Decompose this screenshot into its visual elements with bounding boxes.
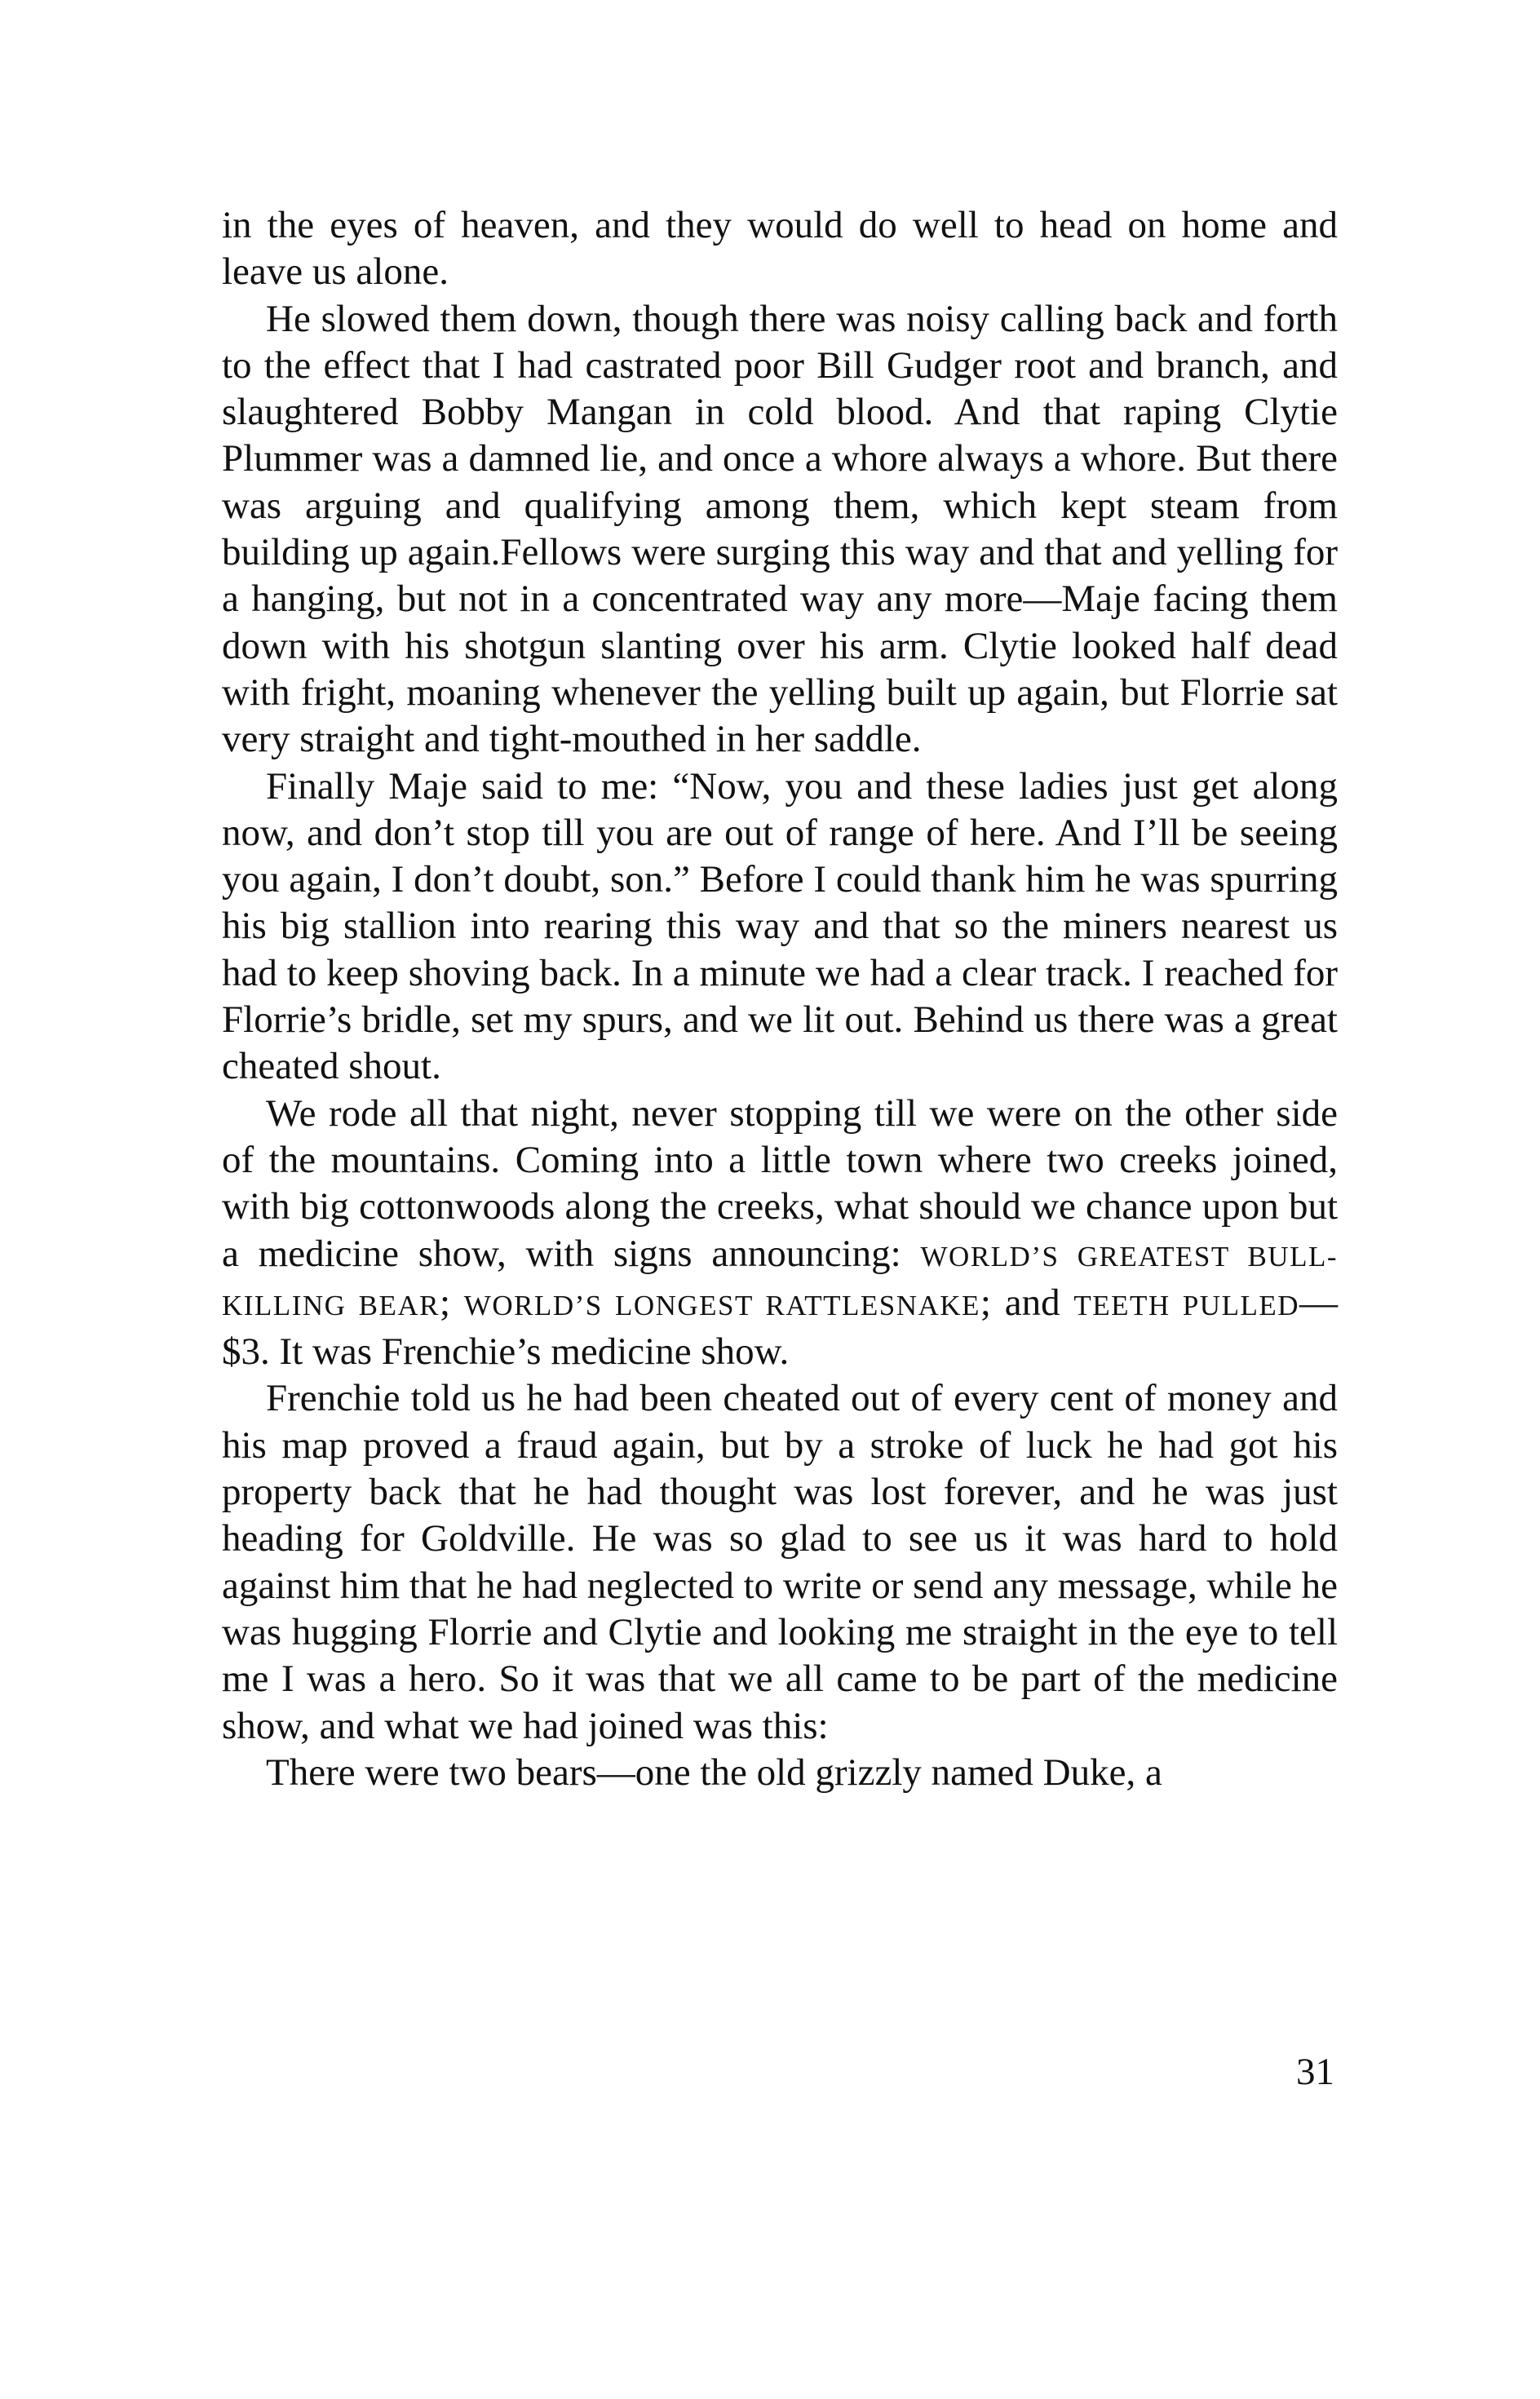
separator: ; and	[980, 1281, 1074, 1324]
sign-longest-rattlesnake: WORLD’S LONGEST RATTLESNAKE	[463, 1289, 980, 1321]
paragraph-lead: We rode all that night, never stopping till we were on the other side of the mountains. Coming into a little town where two creeks joined, with big cottonwoods along the creeks, what should we chance upon but a medicine show, with signs announcing:	[222, 1091, 1338, 1275]
body-text	[222, 202, 1338, 1796]
paragraph-maje-said: Finally Maje said to me: “Now, you and these ladies just get along now, and don’t stop till you are out of range of here. And I’ll be seeing you again, I don’t doubt, son.” Before I could thank him he was spurring his big stallion into rearing this way and that so the miners nearest us had to keep shoving back. In a minute we had a clear track. I reached for Florrie’s bridle, set my spurs, and we lit out. Behind us there was a great cheated shout.	[222, 764, 1338, 1088]
paragraph-continued: in the eyes of heaven, and they would do well to head on home and leave us alone.	[222, 204, 1338, 294]
paragraph-tail: —$3. It was Frenchie’s medicine show.	[222, 1281, 1338, 1374]
sign-bull-killing-bear: WORLD’S GREATEST BULL-KILLING BEAR	[222, 1240, 1338, 1321]
paragraph-two-bears: There were two bears—one the old grizzly named Duke, a	[266, 1751, 1162, 1794]
page-number: 31	[1296, 2051, 1334, 2093]
separator: ;	[439, 1281, 464, 1324]
sign-teeth-pulled: TEETH PULLED	[1073, 1289, 1299, 1321]
paragraph-frenchie: Frenchie told us he had been cheated out of every cent of money and his map proved a fraud again, but by a stroke of luck he had got his property back that he had thought was lost forever, and he was just heading for Goldville. He was so glad to see us it was hard to hold against him that he had neglected to write or send any message, while he was hugging Florrie and Clytie and looking me straight in the eye to tell me I was a hero. So it was that we all came to be part of the medicine show, and what we had joined was this:	[222, 1377, 1338, 1747]
paragraph-slowed-them-down: He slowed them down, though there was noisy calling back and forth to the effect that I had castrated poor Bill Gudger root and branch, and slaughtered Bobby Mangan in cold blood. And that raping Clytie Plummer was a damned lie, and once a whore always a whore. But there was arguing and qualifying among them, which kept steam from building up again.Fellows were surging this way and that and yelling for a hanging, but not in a concentrated way any more—Maje facing them down with his shotgun slanting over his arm. Clytie looked half dead with fright, moaning whenever the yelling built up again, but Florrie sat very straight and tight-mouthed in her saddle.	[222, 297, 1338, 761]
paragraph-rode-all-night	[222, 1091, 1338, 1376]
